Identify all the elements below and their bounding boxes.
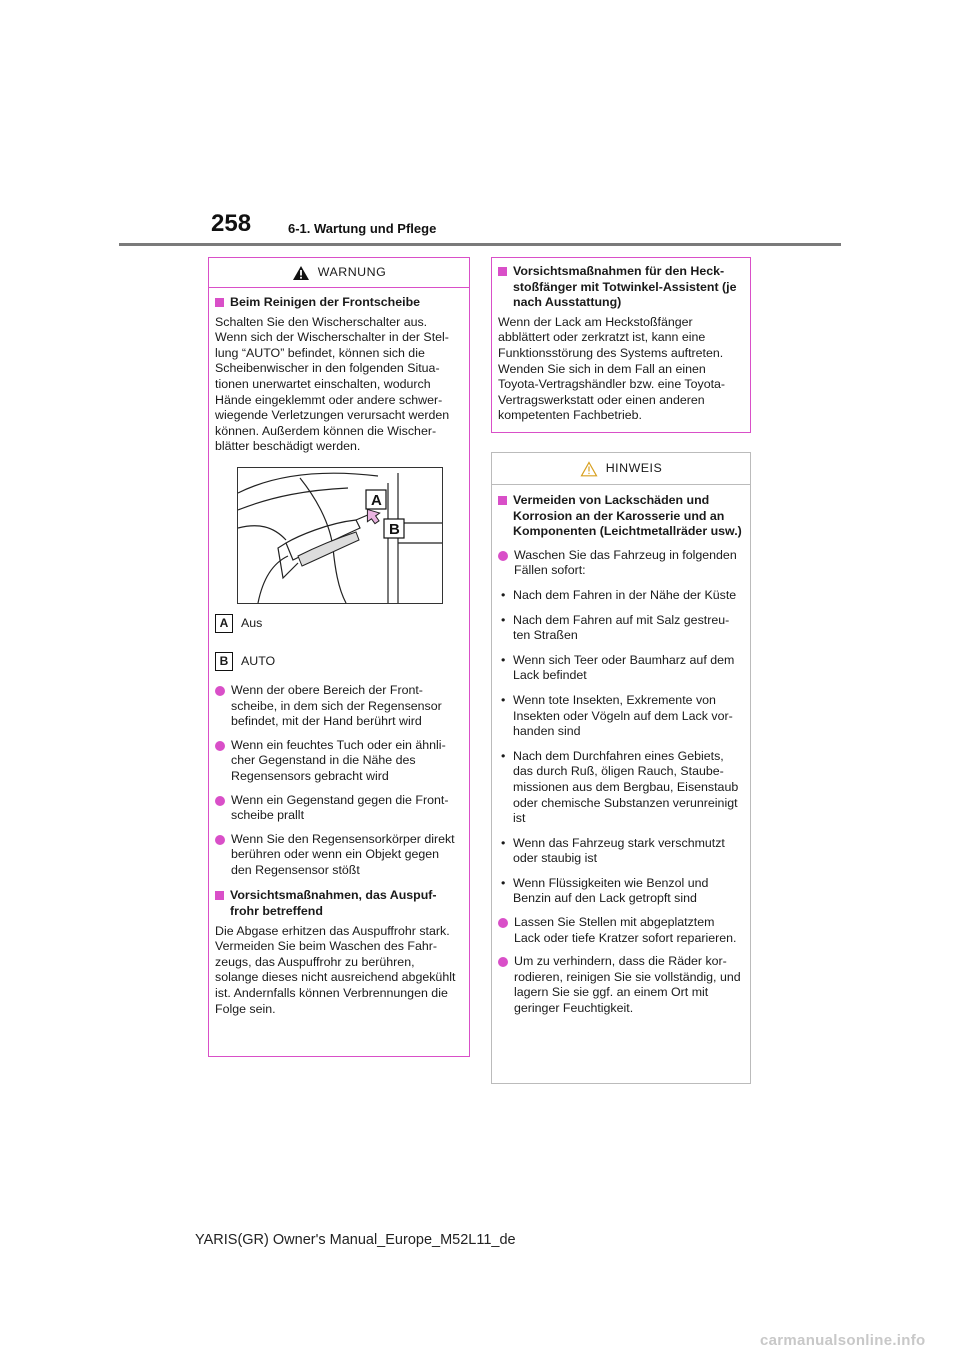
- dash-bullet: •: [501, 652, 506, 667]
- dash-bullet: •: [501, 875, 506, 890]
- hinweis-dash-item: [498, 588, 742, 604]
- bumper-notice-title-text: Vorsichtsmaßnahmen für den Heckstoßfänger mit Totwinkel-Assistent (je nach Ausstattung): [513, 264, 737, 310]
- round-bullet-icon: [498, 918, 508, 928]
- warning-box-body: [209, 288, 469, 1023]
- hinweis-box-header: [492, 453, 750, 485]
- wiper-switch-illustration: [237, 467, 443, 604]
- warning-s2-text: Die Abgase erhitzen das Auspuffrohr stark. Vermeiden Sie beim Waschen des Fahrzeugs, das Auspuffrohr zu berühren, solange dieses nicht ausreichend abgekühlt ist. Andernfalls können Verbrennungen die Folge sein.: [215, 923, 456, 1016]
- square-bullet-icon: [215, 298, 224, 307]
- warning-box-header: [209, 258, 469, 288]
- warning-title: WARNUNG: [317, 264, 387, 279]
- dash-bullet: •: [501, 587, 506, 602]
- bumper-notice-box: [491, 257, 751, 433]
- hinweis-dash-text: Nach dem Fahren auf mit Salz gestreuten Straßen: [513, 612, 730, 643]
- manual-footer: YARIS(GR) Owner's Manual_Europe_M52L11_de: [195, 1232, 516, 1248]
- hinweis-dash-item: [498, 613, 742, 644]
- section-title: 6-1. Wartung und Pflege: [288, 221, 437, 236]
- dash-bullet: •: [501, 612, 506, 627]
- page-number: 258: [211, 210, 252, 237]
- round-bullet-icon: [215, 835, 225, 845]
- label-row-b: [215, 652, 461, 671]
- warning-bullet-text: Wenn der obere Bereich der Frontscheibe, in dem sich der Regensensor befindet, mit der Hand berührt wird: [231, 682, 442, 729]
- label-row-a: [215, 614, 461, 633]
- hinweis-dash-text: Wenn tote Insekten, Exkremente von Insekten oder Vögeln auf dem Lack vorhanden sind: [513, 692, 733, 739]
- warning-bullet: [215, 832, 461, 879]
- bumper-notice-title: [498, 264, 742, 311]
- warning-section-title-frontscheibe: [215, 295, 461, 311]
- warning-bullet: [215, 738, 461, 785]
- square-bullet-icon: [498, 267, 507, 276]
- hinweis-bullet-text: Um zu verhindern, dass die Räder korrodieren, reinigen Sie sie vollständig, und lagern Sie sie ggf. an einem Ort mit geringer Feuchtigkeit.: [514, 954, 741, 1016]
- hinweis-box: [491, 452, 751, 1084]
- hinweis-dash-item: [498, 749, 742, 827]
- warning-bullet-text: Wenn ein feuchtes Tuch oder ein ähnlicher Gegenstand in die Nähe des Regensensors gebracht wird: [231, 737, 446, 783]
- bumper-notice-text: Wenn der Lack am Heckstoßfänger abblättert oder zerkratzt ist, kann eine Funktionsstörung des Systems auftreten. Wenden Sie sich in dem Fall an einen Toyota-Vertragshändler bzw. eine Toyota-Vertragswerkstatt oder einen anderen kompetenten Fachbetrieb.: [498, 314, 726, 423]
- hinweis-s1-title: Vermeiden von Lackschäden und Korrosion an der Karosserie und an Komponenten (Leichtmetallräder usw.): [513, 493, 742, 539]
- hinweis-dash-text: Nach dem Fahren in der Nähe der Küste: [513, 587, 737, 602]
- hinweis-dash-text: Wenn sich Teer oder Baumharz auf dem Lack befindet: [513, 652, 735, 683]
- hinweis-dash-item: [498, 836, 742, 867]
- dash-bullet: •: [501, 835, 506, 850]
- warning-triangle-icon: [292, 265, 310, 281]
- warning-bullet: [215, 683, 461, 730]
- warning-box: [208, 257, 470, 1057]
- hinweis-bullet: [498, 548, 742, 579]
- warning-bullet-text: Wenn ein Gegenstand gegen die Frontscheibe prallt: [231, 792, 449, 823]
- round-bullet-icon: [498, 551, 508, 561]
- hinweis-dash-text: Wenn Flüssigkeiten wie Benzol und Benzin auf den Lack getropft sind: [513, 875, 709, 906]
- hinweis-box-body: [492, 485, 750, 1023]
- label-letter-a: A: [215, 614, 233, 633]
- warning-s1-title: Beim Reinigen der Frontscheibe: [230, 295, 421, 309]
- dash-bullet: •: [501, 748, 506, 763]
- wiper-switch-drawing: [238, 468, 442, 603]
- dash-bullet: •: [501, 692, 506, 707]
- hinweis-dash-text: Wenn das Fahrzeug stark verschmutzt oder staubig ist: [513, 835, 725, 866]
- square-bullet-icon: [215, 891, 224, 900]
- hinweis-dash-item: [498, 653, 742, 684]
- hinweis-title: HINWEIS: [605, 460, 663, 475]
- round-bullet-icon: [215, 741, 225, 751]
- warning-bullet-text: Wenn Sie den Regensensorkörper direkt berühren oder wenn ein Objekt gegen den Regensensor stößt: [231, 831, 455, 877]
- label-text-a: Aus: [241, 615, 263, 630]
- hinweis-bullet-text: Waschen Sie das Fahrzeug in folgenden Fällen sofort:: [514, 547, 737, 578]
- hinweis-dash-item: [498, 693, 742, 740]
- hinweis-bullet: [498, 915, 742, 946]
- hinweis-dash-item: [498, 876, 742, 907]
- round-bullet-icon: [498, 957, 508, 967]
- label-text-b: AUTO: [241, 653, 276, 668]
- hinweis-bullet-text: Lassen Sie Stellen mit abgeplatztem Lack oder tiefe Kratzer sofort reparieren.: [514, 915, 737, 945]
- watermark: carmanualsonline.info: [760, 1332, 926, 1349]
- square-bullet-icon: [498, 496, 507, 505]
- hinweis-section-title: [498, 493, 742, 540]
- warning-bullet: [215, 793, 461, 824]
- hinweis-dash-text: Nach dem Durchfahren eines Gebiets, das durch Ruß, öligen Rauch, Staubemissionen aus dem Bergbau, Eisenstaub oder chemische Substanzen verunreinigt ist: [513, 748, 739, 826]
- label-letter-b: B: [215, 652, 233, 671]
- warning-section-title-auspuff: [215, 888, 461, 919]
- caution-triangle-icon: [580, 461, 598, 477]
- hinweis-bullet: [498, 954, 742, 1016]
- figure-callout-b: B: [389, 520, 400, 538]
- warning-s2-title: Vorsichtsmaßnahmen, das Auspuffrohr betreffend: [230, 888, 437, 919]
- warning-s1-text: Schalten Sie den Wischerschalter aus. Wenn sich der Wischerschalter in der Stellung “AUTO” befindet, können sich die Scheibenwischer in den folgenden Situationen unerwartet einschalten, wodurch Hände eingeklemmt oder andere schwerwiegende Verletzungen verursacht werden können. Außerdem können die Wischerblätter beschädigt werden.: [215, 314, 450, 454]
- round-bullet-icon: [215, 796, 225, 806]
- figure-callout-a: A: [371, 491, 382, 509]
- round-bullet-icon: [215, 686, 225, 696]
- header-rule: [119, 243, 841, 246]
